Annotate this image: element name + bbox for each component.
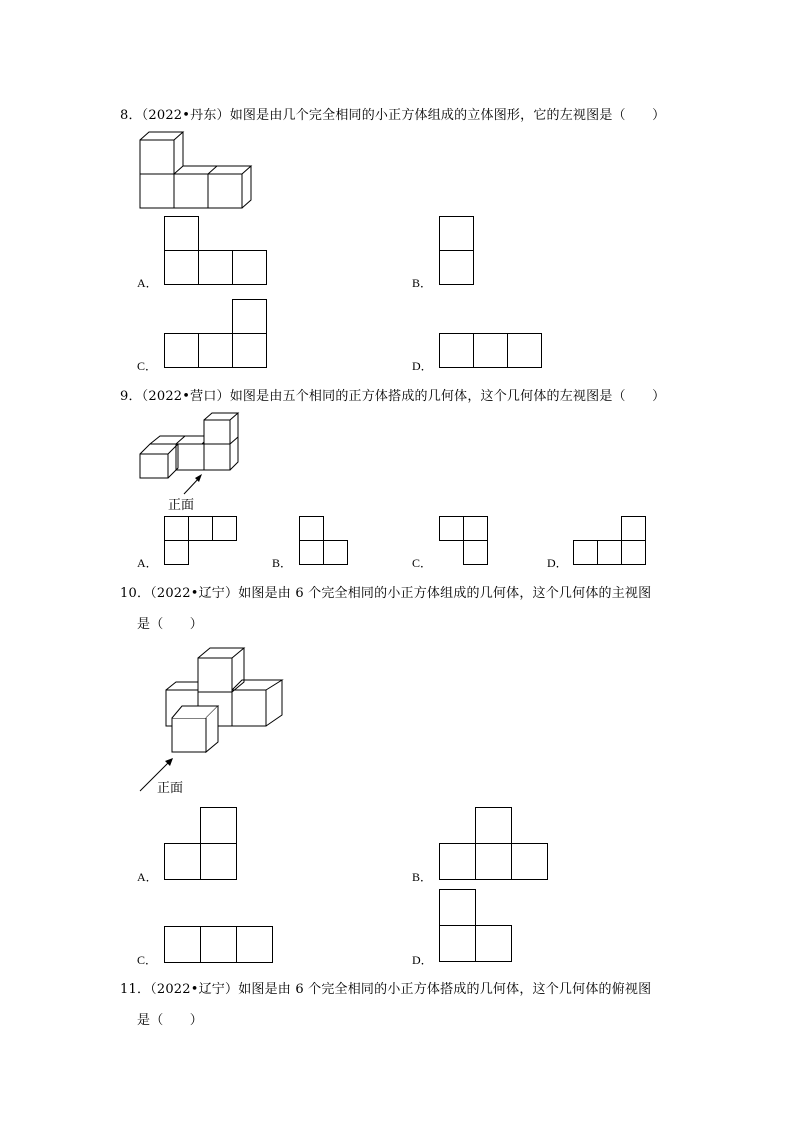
q8-option-b-label[interactable]: B．: [412, 276, 433, 290]
q8-option-d-label[interactable]: D．: [412, 359, 433, 373]
q9-option-c-figure[interactable]: [439, 516, 489, 566]
q10-option-c-label[interactable]: C．: [137, 953, 158, 967]
q8-option-a-figure[interactable]: [164, 216, 268, 286]
q8-solid-figure: [138, 131, 262, 211]
question-10-text-line1: 10．（2022•辽宁）如图是由 6 个完全相同的小正方体组成的几何体，这个几何体的主视图: [120, 586, 652, 601]
q10-option-b-label[interactable]: B．: [412, 870, 433, 884]
q9-option-d-label[interactable]: D．: [547, 556, 568, 570]
q10-option-a-label[interactable]: A．: [137, 870, 158, 884]
question-9-text: 9．（2022•营口）如图是由五个相同的正方体搭成的几何体，这个几何体的左视图是（ ）: [120, 389, 666, 404]
question-11-text-line1: 11．（2022•辽宁）如图是由 6 个完全相同的小正方体搭成的几何体，这个几何体的俯视图: [120, 982, 652, 997]
q8-option-b-figure[interactable]: [439, 216, 475, 286]
q9-option-a-figure[interactable]: [164, 516, 238, 566]
question-8-text: 8．（2022•丹东）如图是由几个完全相同的小正方体组成的立体图形，它的左视图是（ ）: [120, 108, 666, 123]
q9-option-a-label[interactable]: A．: [137, 556, 158, 570]
q9-option-d-figure[interactable]: [573, 516, 647, 566]
q10-option-d-figure[interactable]: [439, 889, 513, 963]
q10-option-a-figure[interactable]: [164, 807, 238, 881]
q8-option-c-figure[interactable]: [164, 299, 268, 369]
q8-option-d-figure[interactable]: [439, 333, 543, 369]
q9-front-label: 正面: [168, 498, 195, 513]
q9-solid-figure: [138, 412, 244, 482]
question-11-text-line2: 是（ ）: [137, 1013, 204, 1028]
question-10-text-line2: 是（ ）: [137, 617, 204, 632]
q10-front-label: 正面: [157, 781, 184, 796]
q8-option-a-label[interactable]: A．: [137, 276, 158, 290]
q9-option-b-label[interactable]: B．: [272, 556, 293, 570]
q10-solid-figure: [138, 645, 286, 795]
q10-option-c-figure[interactable]: [164, 926, 274, 964]
q10-option-d-label[interactable]: D．: [412, 953, 433, 967]
q8-option-c-label[interactable]: C．: [137, 359, 158, 373]
q9-option-c-label[interactable]: C．: [412, 556, 433, 570]
q9-option-b-figure[interactable]: [299, 516, 349, 566]
q10-option-b-figure[interactable]: [439, 807, 549, 881]
